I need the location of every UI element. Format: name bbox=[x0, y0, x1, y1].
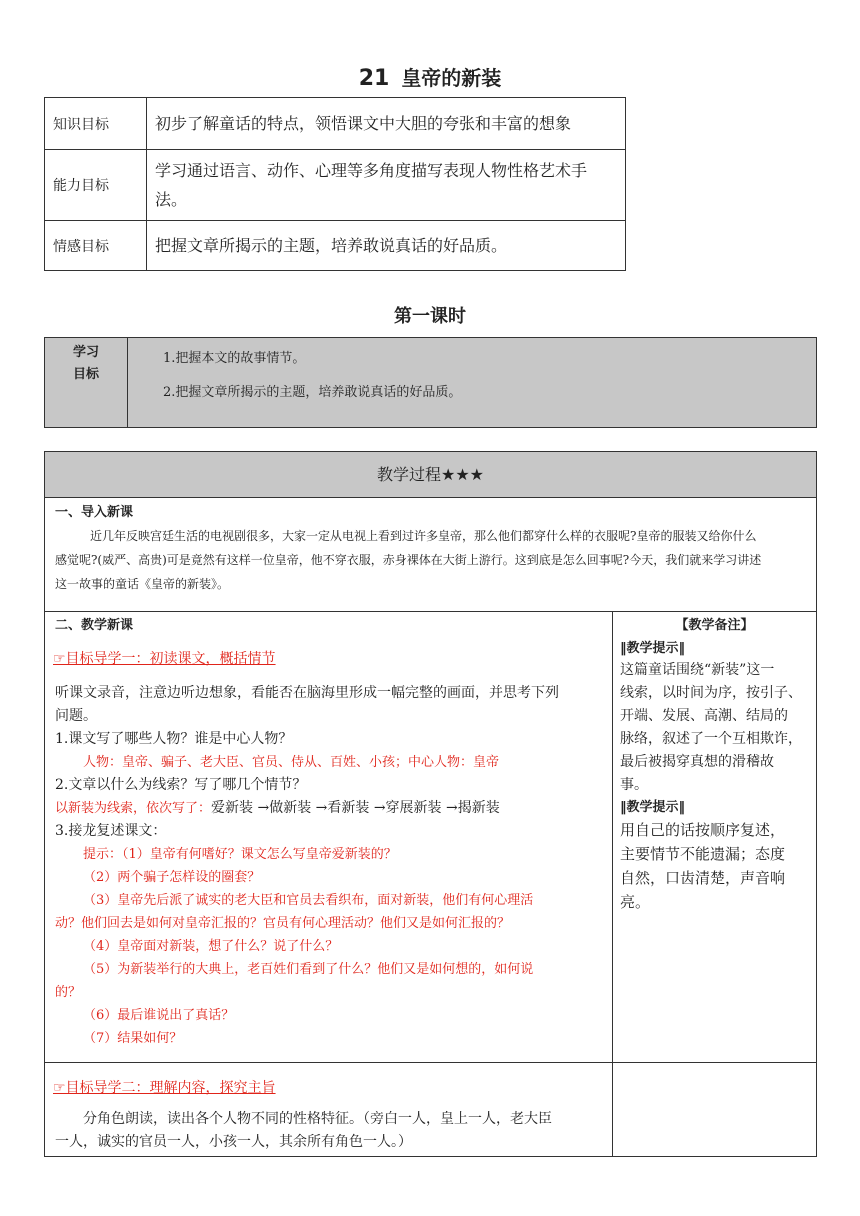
guide-two-text: 分角色朗读，读出各个人物不同的性格特征。（旁白一人，皇上一人，老大臣 bbox=[83, 1111, 552, 1127]
objective-row bbox=[45, 98, 626, 150]
hint-line: 的？ bbox=[55, 985, 82, 1000]
question-1: 1.课文写了哪些人物？谁是中心人物？ bbox=[55, 731, 293, 747]
intro-line: 近几年反映宫廷生活的电视剧很多，大家一定从电视上看到过许多皇帝，那么他们都穿什么样的衣服呢?皇帝的服装又给你什么 bbox=[90, 529, 757, 543]
notes-tip-heading: ‖教学提示‖ bbox=[620, 800, 686, 815]
lesson-title: 皇帝的新装 bbox=[401, 66, 502, 90]
study-goals-label: 学习 目标 bbox=[72, 345, 99, 382]
row-divider bbox=[45, 611, 816, 612]
objective-key: 知识目标 bbox=[45, 98, 147, 150]
answer-1: 人物：皇帝、骗子、老大臣、官员、侍从、百姓、小孩；中心人物：皇帝 bbox=[83, 755, 500, 770]
guide-two-title: ☞目标导学二：理解内容，探究主旨 bbox=[53, 1080, 276, 1096]
hint-line: （6）最后谁说出了真话？ bbox=[83, 1008, 235, 1023]
notes-tip-line: 主要情节不能遗漏；态度 bbox=[620, 845, 786, 863]
teaching-process-table bbox=[44, 451, 817, 1157]
answer-2: 以新装为线索，依次写了：爱新装 →做新装 →看新装 →穿展新装 →揭新装 bbox=[55, 800, 500, 816]
study-goals-box bbox=[44, 337, 817, 428]
objectives-table bbox=[44, 97, 626, 271]
hint-line: （4）皇帝面对新装，想了什么？说了什么？ bbox=[83, 939, 339, 954]
study-goal-item: 2.把握文章所揭示的主题，培养敢说真话的好品质。 bbox=[163, 385, 462, 400]
notes-tip-line: 亮。 bbox=[620, 893, 651, 911]
intro-heading: 一、导入新课 bbox=[55, 505, 134, 520]
notes-heading: 【教学备注】 bbox=[675, 618, 754, 633]
objective-value: 初步了解童话的特点，领悟课文中大胆的夸张和丰富的想象 bbox=[147, 98, 626, 150]
lesson-number: 21 bbox=[358, 66, 390, 91]
objective-value: 把握文章所揭示的主题，培养敢说真话的好品质。 bbox=[147, 221, 626, 271]
notes-tip-line: 最后被揭穿真想的滑稽故 bbox=[620, 754, 774, 770]
guide-one-text: 问题。 bbox=[55, 708, 97, 724]
divider bbox=[127, 338, 128, 427]
guide-one-title: ☞目标导学一：初读课文，概括情节 bbox=[53, 651, 276, 667]
guide-one-text: 听课文录音，注意边听边想象，看能否在脑海里形成一幅完整的画面，并思考下列 bbox=[55, 685, 559, 701]
notes-tip-line: 线索，以时间为序，按引子、 bbox=[620, 685, 802, 701]
notes-tip-line: 自然，口齿清楚，声音响 bbox=[620, 869, 786, 887]
notes-tip-heading: ‖教学提示‖ bbox=[620, 641, 686, 656]
row-divider bbox=[45, 1062, 816, 1063]
column-divider bbox=[612, 611, 613, 1156]
notes-tip-line: 这篇童话围绕“新装”这一 bbox=[620, 662, 775, 678]
hint-line: （7）结果如何？ bbox=[83, 1031, 183, 1046]
hint-line: （5）为新装举行的大典上，老百姓们看到了什么？他们又是如何想的，如何说 bbox=[83, 962, 534, 977]
question-3: 3.接龙复述课文： bbox=[55, 823, 167, 839]
objective-row bbox=[45, 221, 626, 271]
hint-line: （3）皇帝先后派了诚实的老大臣和官员去看织布，面对新装，他们有何心理活 bbox=[83, 893, 534, 908]
question-2: 2.文章以什么为线索？写了哪几个情节？ bbox=[55, 777, 307, 793]
intro-line: 感觉呢?(威严、高贵)可是竟然有这样一位皇帝，他不穿衣服，赤身裸体在大街上游行。这到底是怎么回事呢?今天，我们就来学习讲述 bbox=[55, 553, 762, 567]
guide-two-text: 一人，诚实的官员一人，小孩一人，其余所有角色一人。） bbox=[55, 1134, 412, 1150]
lesson-heading: 第一课时 bbox=[394, 306, 466, 327]
process-header: 教学过程★★★ bbox=[45, 452, 816, 498]
hint-line: （2）两个骗子怎样设的圈套？ bbox=[83, 870, 261, 885]
objective-key: 能力目标 bbox=[45, 150, 147, 221]
new-lesson-heading: 二、教学新课 bbox=[55, 618, 134, 633]
page-title bbox=[0, 62, 860, 91]
hint-line: 动？他们回去是如何对皇帝汇报的？官员有何心理活动？他们又是如何汇报的？ bbox=[55, 916, 511, 931]
notes-tip-line: 脉络，叙述了一个互相欺诈， bbox=[620, 731, 802, 747]
objective-row bbox=[45, 150, 626, 221]
intro-line: 这一故事的童话《皇帝的新装》。 bbox=[55, 577, 230, 591]
objective-value: 学习通过语言、动作、心理等多角度描写表现人物性格艺术手法。 bbox=[147, 150, 626, 221]
notes-tip-line: 用自己的话按顺序复述， bbox=[620, 821, 786, 839]
notes-tip-line: 事。 bbox=[620, 777, 648, 793]
objective-key: 情感目标 bbox=[45, 221, 147, 271]
study-goal-item: 1.把握本文的故事情节。 bbox=[163, 351, 306, 366]
notes-tip-line: 开端、发展、高潮、结局的 bbox=[620, 708, 788, 724]
hint-line: 提示：（1）皇帝有何嗜好？课文怎么写皇帝爱新装的？ bbox=[83, 847, 397, 862]
